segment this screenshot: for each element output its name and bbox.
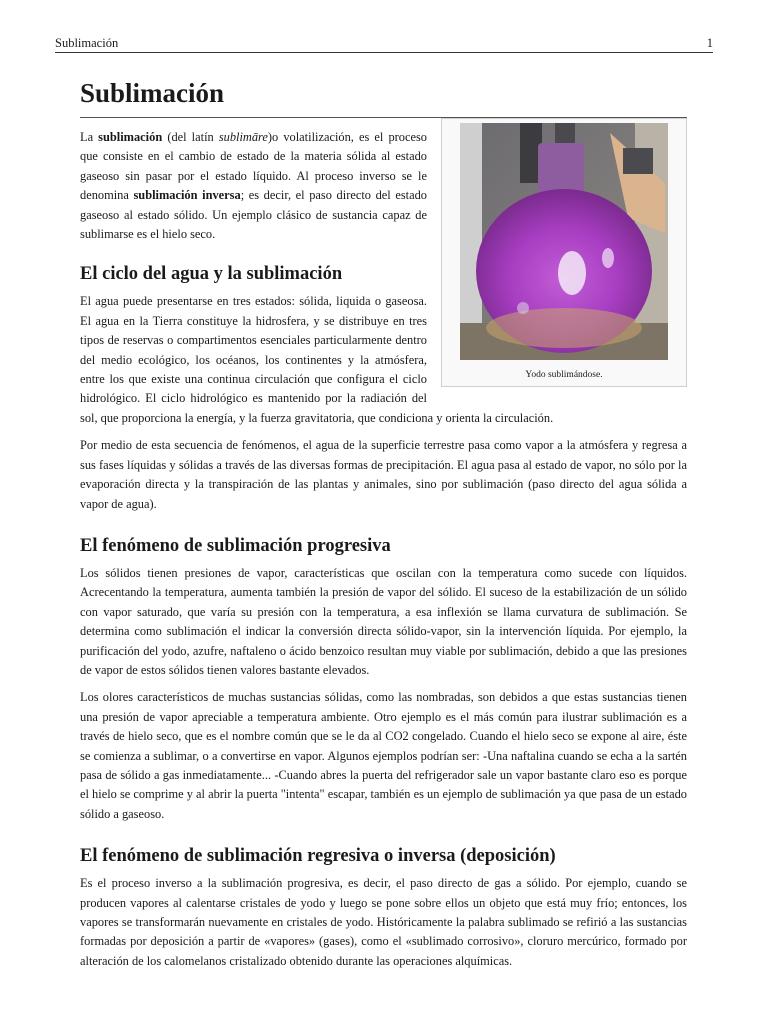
iodine-flask-photo [460, 123, 668, 360]
intro-paragraph: La sublimación (del latín sublimāre)o volatilización, es el proceso que consiste en el cambio de estado de la materia sólida al estado gaseoso sin pasar por el estado líquido. Al proceso inverso se le denomina sublimación inversa; es decir, el paso directo del estado gaseoso al estado sólido. Un ejemplo clásico de sustancia capaz de sublimarse es el hielo seco. [80, 130, 427, 242]
figure-iodine [441, 118, 687, 387]
figure-caption: Yodo sublimándose. [525, 370, 603, 380]
paragraph-regresiva-1: Es el proceso inverso a la sublimación progresiva, es decir, el paso directo de gas a sólido. Por ejemplo, cuando se producen vapores al calentarse cristales de yodo y luego se pone sobre ellos un objeto que está muy frío; entonces, los vapores se transformarán nuevamente en cristales de yodo. Históricamente la palabra sublimado se refirió a las sustancias formadas por deposición a partir de «vapores» (gases), como el «sublimado corrosivo», cloruro mercúrico, formado por alteración de los calomelanos cristalizado obtenido durante las operaciones alquímicas. [80, 876, 687, 968]
running-header-title: Sublimación [55, 36, 119, 50]
page-number: 1 [706, 36, 713, 50]
term-sublimacion-inversa: sublimación inversa [133, 188, 241, 203]
running-header [55, 36, 713, 53]
paragraph-ciclo-2: Por medio de esta secuencia de fenómenos, el agua de la superficie terrestre pasa como vapor a la atmósfera y regresa a sus fases líquidas y sólidas a través de las diversas formas de precipitación. El agua pasa al estado de vapor, no sólo por la evaporación directa y la transpiración de las plantas y animales, sino por sublimación (paso directo del agua sólida a vapor de agua). [80, 438, 687, 511]
page-title: Sublimación [80, 78, 687, 118]
paragraph-progresiva-1: Los sólidos tienen presiones de vapor, características que oscilan con la temperatura como sucede con líquidos. Acrecentando la temperatura, aumenta también la presión de vapor del sólido. El suceso de la estabilización de un sólido con vapor saturado, que varía su presión con la temperatura, a esa inflexión se llama curvatura de sublimación. Se determina como sublimación el indicar la conversión directa sólido-vapor, sin la intervención líquida. Por ejemplo, la purificación del yodo, azufre, naftaleno o ácido benzoico resultan muy viable por sublimación, debido a que las presiones de vapor de estos sólidos tienen valores bastante elevados. [80, 565, 687, 677]
article-body [80, 78, 687, 979]
section-heading-ciclo-agua: El ciclo del agua y la sublimación [80, 264, 343, 285]
latin-term: sublimāre [218, 130, 268, 144]
paragraph-progresiva-2: Los olores característicos de muchas sustancias sólidas, como las nombradas, son debidos a que estas sustancias tienen una presión de vapor apreciable a temperatura ambiente. Otro ejemplo es el más común para ilustrar sublimación es a través de hielo seco, que es el nombre común que se le da al CO2 congelado. Cuando el hielo seco se expone al aire, éste se comienza a sublimar, o a convertirse en vapor. Algunos ejemplos podrían ser: -Una naftalina cuando se echa a la sartén pasa de sólido a gas inmediatamente... -Cuando abres la puerta del refrigerador sale un vapor bastante claro eso es porque el hielo se comprime y al abrir la puerta "intenta" escapar, también es un ejemplo de sublimación ya que pasa de un estado sólido a gaseoso. [80, 690, 687, 821]
section-heading-sublimacion-regresiva: El fenómeno de sublimación regresiva o inversa (deposición) [80, 846, 556, 867]
section-heading-sublimacion-progresiva: El fenómeno de sublimación progresiva [80, 535, 391, 556]
term-sublimacion: sublimación [98, 130, 163, 144]
paragraph-ciclo-1: El agua puede presentarse en tres estados: sólida, liquida o gaseosa. El agua en la Tierra constituye la hidrosfera, y se distribuye en tres tipos de reservas o compartimentos esenciales particularmente dentro del medio ecológico, los océanos, los continentes y la atmósfera, entre los que existe una continua circulación que configura el ciclo hidrológico. El ciclo hidrológico es mantenido por la radiación del sol, que proporciona la energía, y la fuerza gravitatoria, que condiciona y orienta la circulación. [80, 294, 554, 425]
